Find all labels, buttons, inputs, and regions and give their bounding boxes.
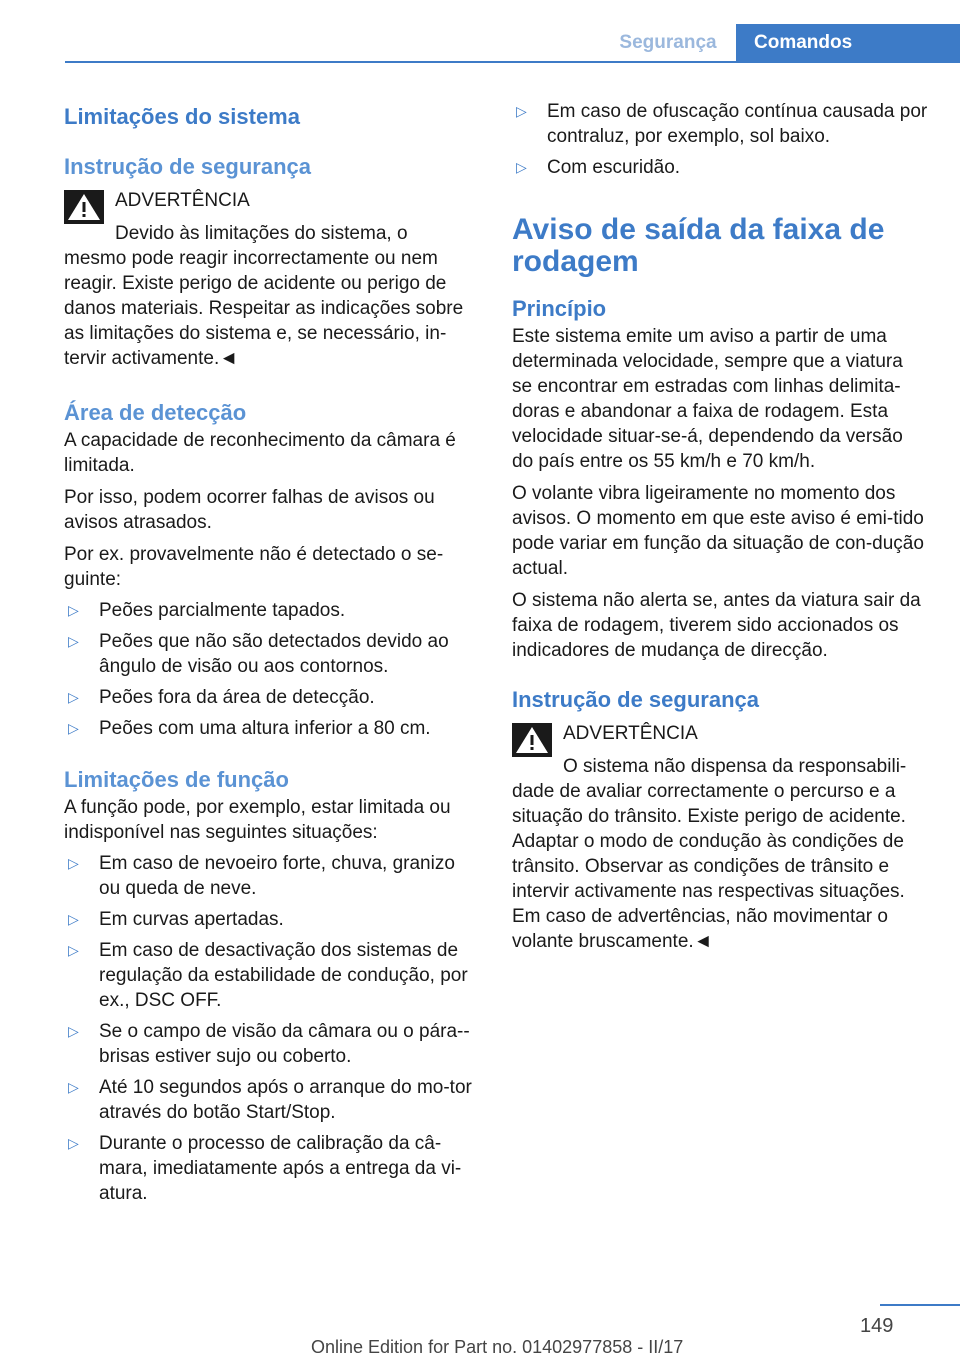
list-item: ▷ Peões parcialmente tapados.	[68, 600, 346, 621]
triangle-right-icon: ▷	[68, 1023, 79, 1039]
list-item: ▷ Até 10 segundos após o arranque do mo‐tor através do botão Start/Stop.	[68, 1077, 472, 1123]
triangle-right-icon: ▷	[68, 1079, 79, 1095]
heading-lane-departure: Aviso de saída da faixa de rodagem	[512, 213, 885, 278]
triangle-right-icon: ▷	[68, 720, 79, 736]
tab-comandos[interactable]: Comandos	[736, 24, 960, 62]
list-item: ▷ Peões que não são detectados devido ao ângulo de visão ou aos contornos.	[68, 631, 449, 677]
triangle-right-icon: ▷	[68, 689, 79, 705]
paragraph: A capacidade de reconhecimento da câmara é limitada.	[64, 430, 456, 476]
heading-function-limitations: Limitações de função	[64, 767, 289, 792]
list-item: ▷ Em caso de nevoeiro forte, chuva, granizo ou queda de neve.	[68, 853, 455, 899]
list-item: ▷ Peões com uma altura inferior a 80 cm.	[68, 718, 431, 739]
warning-text: mesmo pode reagir incorrectamente ou nem reagir. Existe perigo de acidente ou perigo de danos materiais. Respeitar as indicações sobre as limitações do sistema e, se necessário, in‐tervir activamente.◄	[64, 248, 464, 369]
triangle-right-icon: ▷	[68, 633, 79, 649]
list-item: ▷ Em caso de desactivação dos sistemas de regulação da estabilidade de condução, por ex., DSC OFF.	[68, 940, 468, 1011]
right-column	[512, 100, 928, 954]
warning-text-first: Devido às limitações do sistema, o	[115, 223, 408, 244]
warning-block	[512, 721, 928, 954]
function-list-continued	[512, 99, 928, 180]
warning-triangle-icon	[64, 190, 104, 224]
left-column	[64, 100, 480, 1206]
page-number: 149	[860, 1315, 894, 1337]
triangle-right-icon: ▷	[516, 159, 527, 175]
paragraph: Por isso, podem ocorrer falhas de avisos ou avisos atrasados.	[64, 487, 435, 533]
heading-principle: Princípio	[512, 296, 607, 321]
triangle-right-icon: ▷	[68, 911, 79, 927]
footer-rule	[880, 1304, 960, 1306]
tab-seguranca[interactable]: Segurança	[619, 32, 717, 53]
paragraph: Este sistema emite um aviso a partir de uma determinada velocidade, sempre que a viatura se encontrar em estradas com linhas delimita‐doras e abandonar a faixa de rodagem. Esta velocidade situar-se-á, dependendo da versão do país entre os 55 km/h e 70 km/h.	[512, 326, 903, 472]
heading-safety-instruction: Instrução de segurança	[64, 154, 311, 179]
triangle-right-icon: ▷	[68, 942, 79, 958]
list-item: ▷ Se o campo de visão da câmara ou o pára‐‐brisas estiver sujo ou coberto.	[68, 1021, 470, 1067]
list-item: ▷ Em curvas apertadas.	[68, 909, 284, 930]
paragraph: Por ex. provavelmente não é detectado o se‐guinte:	[64, 544, 444, 590]
warning-label: ADVERTÊNCIA	[115, 190, 250, 211]
detection-list	[64, 598, 480, 741]
paragraph: O volante vibra ligeiramente no momento dos avisos. O momento em que este aviso é emi‐tido pode variar em função da situação de con‐dução actual.	[512, 483, 924, 579]
paragraph: O sistema não alerta se, antes da viatura sair da faixa de rodagem, tiverem sido accionados os indicadores de mudança de direcção.	[512, 590, 921, 661]
triangle-right-icon: ▷	[68, 855, 79, 871]
warning-label: ADVERTÊNCIA	[563, 723, 698, 744]
warning-triangle-icon	[512, 723, 552, 757]
heading-system-limitations: Limitações do sistema	[64, 104, 300, 129]
paragraph: A função pode, por exemplo, estar limitada ou indisponível nas seguintes situações:	[64, 797, 451, 843]
heading-safety-instruction: Instrução de segurança	[512, 687, 759, 712]
warning-text: dade de avaliar correctamente o percurso e a situação do trânsito. Existe perigo de acidente. Adaptar o modo de condução às condições de trânsito. Observar as condições de trânsito e intervir activamente nas respectivas situações. Em caso de advertências, não movimentar o volante bruscamente.◄	[512, 781, 906, 952]
list-item: ▷ Peões fora da área de detecção.	[68, 687, 375, 708]
warning-block	[64, 188, 480, 371]
list-item: ▷ Em caso de ofuscação contínua causada por contraluz, por exemplo, sol baixo.	[516, 101, 928, 147]
triangle-right-icon: ▷	[516, 103, 527, 119]
list-item: ▷ Com escuridão.	[516, 157, 681, 178]
list-item: ▷ Durante o processo de calibração da câ‐mara, imediatamente após a entrega da vi‐atura.	[68, 1133, 462, 1204]
heading-detection-area: Área de detecção	[64, 400, 247, 425]
triangle-right-icon: ▷	[68, 1135, 79, 1151]
function-list	[64, 851, 480, 1206]
warning-text-first: O sistema não dispensa da responsabili‐	[563, 756, 907, 777]
triangle-right-icon: ▷	[68, 602, 79, 618]
edition-footer: Online Edition for Part no. 01402977858 - II/17	[311, 1337, 684, 1357]
